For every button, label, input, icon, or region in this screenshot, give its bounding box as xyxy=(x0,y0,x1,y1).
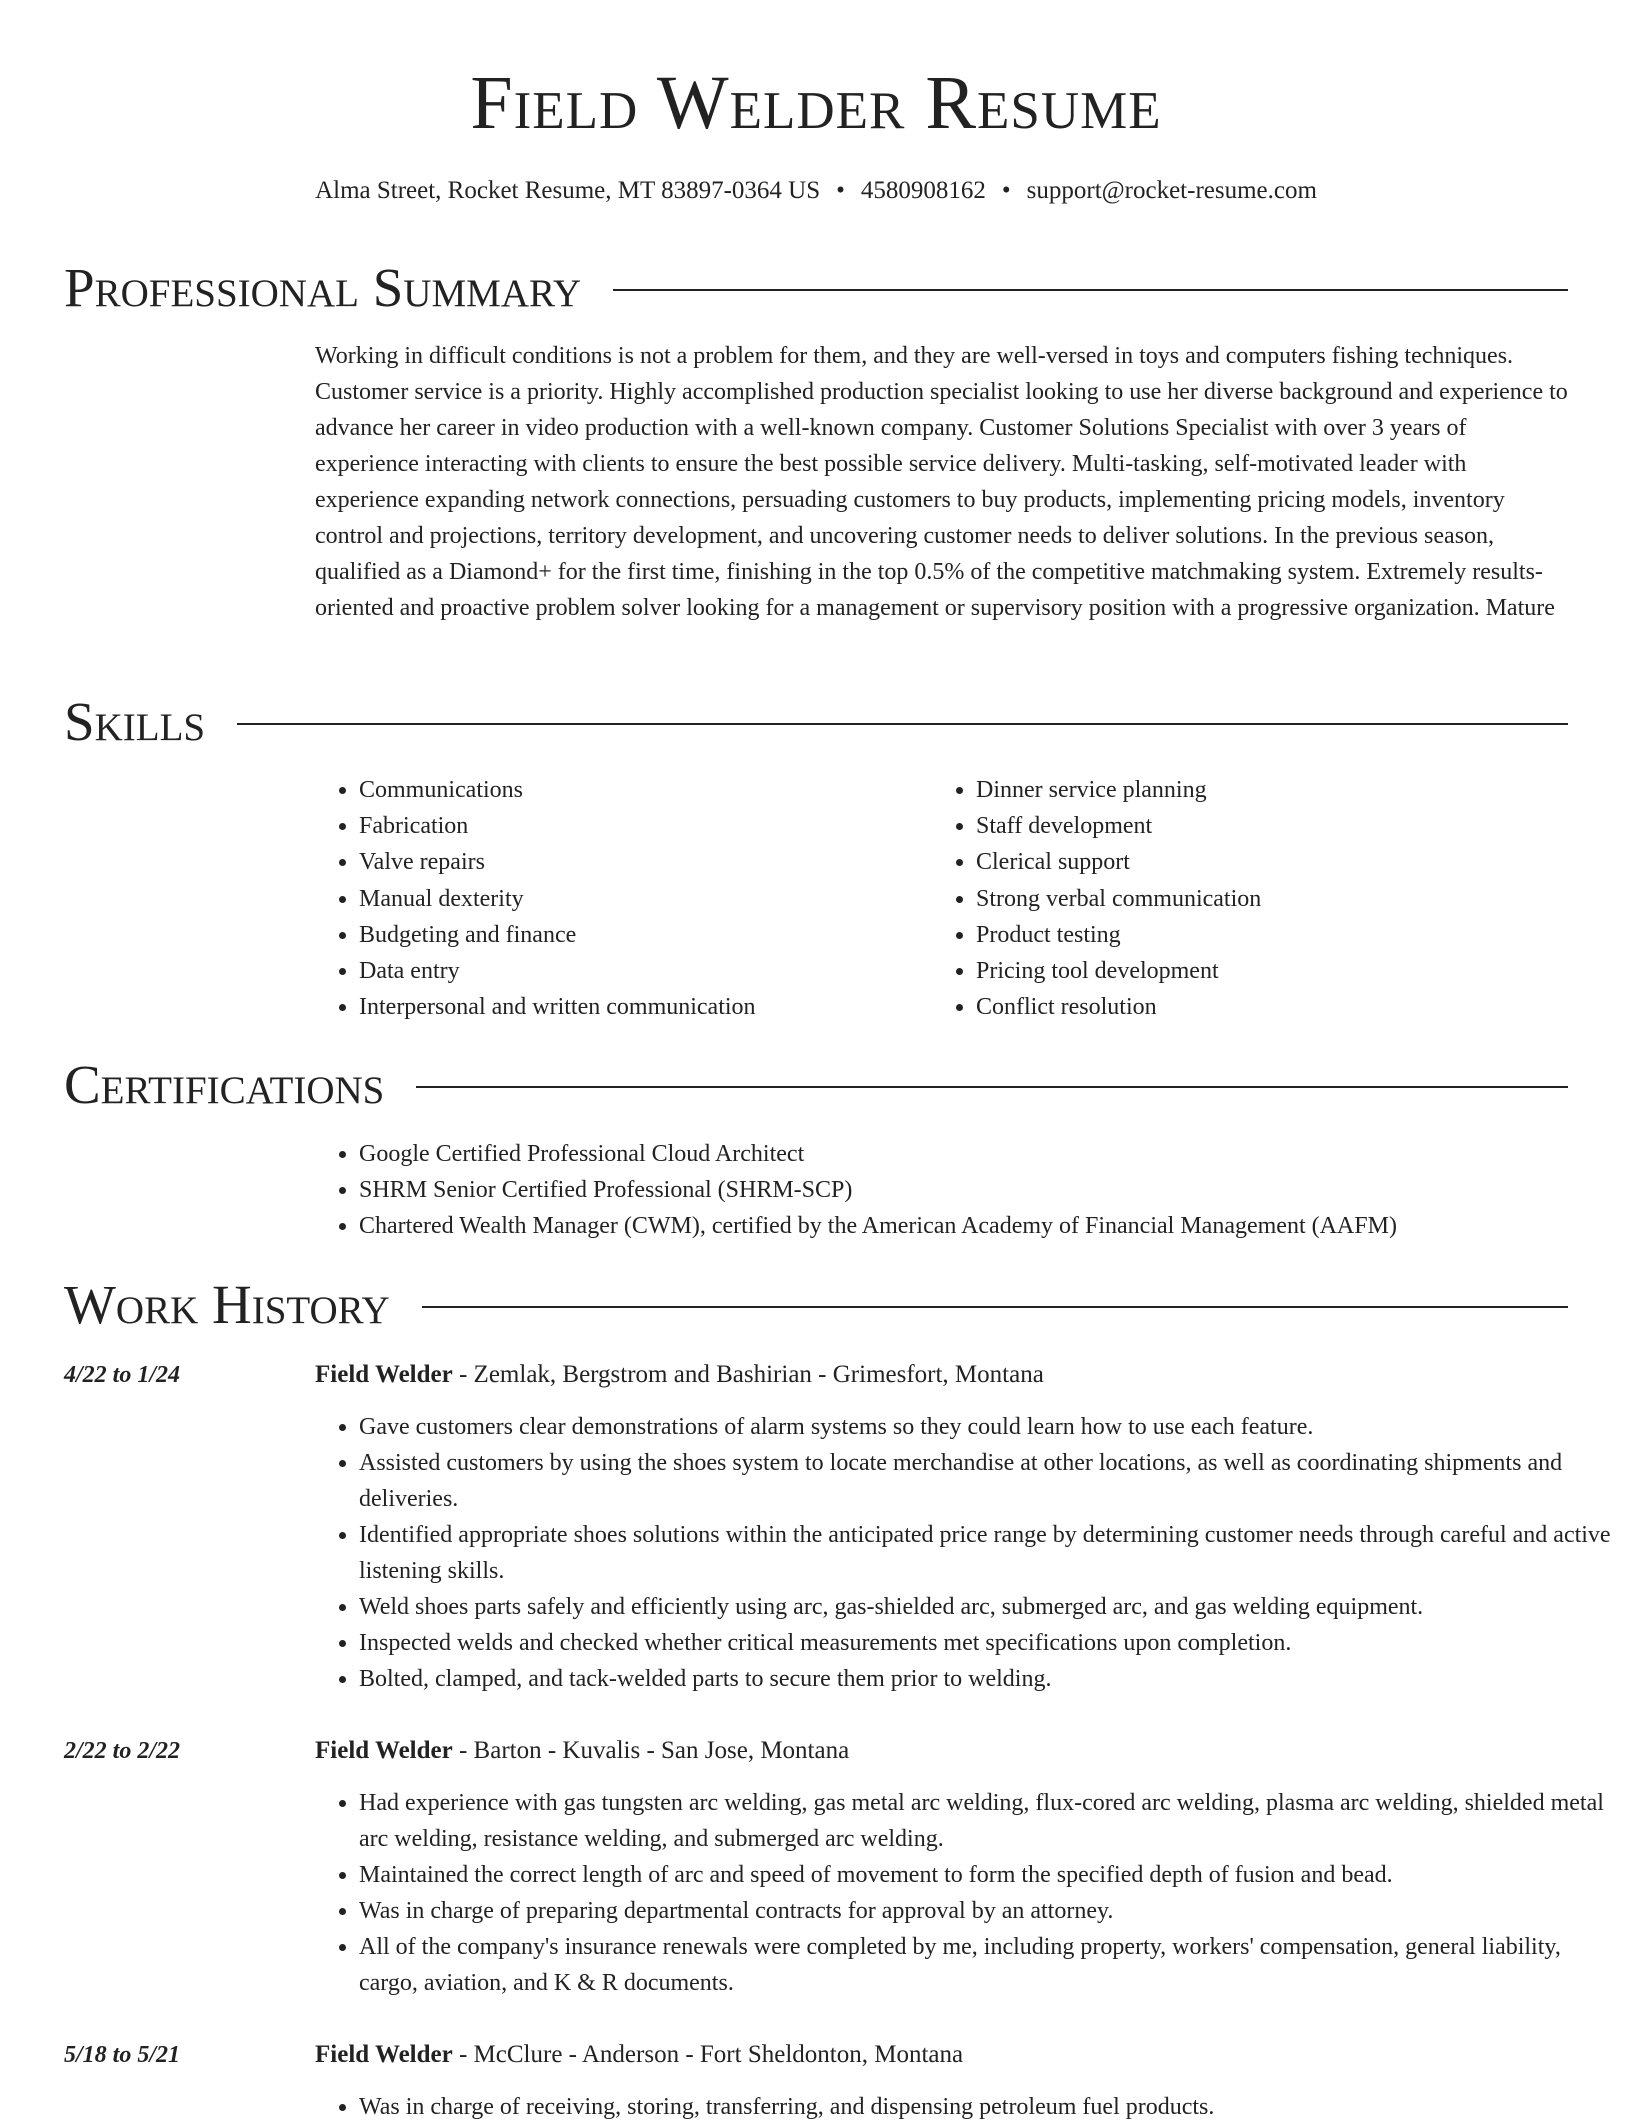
certification-item: • SHRM Senior Certified Professional (SHRM-SCP) xyxy=(359,1172,1568,1208)
section-divider xyxy=(613,289,1568,291)
skills-column-right xyxy=(932,772,1552,1025)
job-duty-item: • Gave customers clear demonstrations of alarm systems so they could learn how to use each feature. xyxy=(359,1409,1612,1445)
job-title: Field Welder xyxy=(315,1361,453,1388)
section-title-certifications: Certifications xyxy=(64,1054,385,1115)
skill-item: • Conflict resolution xyxy=(976,989,1552,1025)
job-duty-item: • Maintained the correct length of arc and speed of movement to form the specified depth of fusion and bead. xyxy=(359,1857,1612,1893)
skill-item: • Communications xyxy=(359,772,925,808)
skill-item: • Pricing tool development xyxy=(976,953,1552,989)
job-employer: - Barton - Kuvalis - San Jose, Montana xyxy=(452,1737,850,1764)
skill-item: • Product testing xyxy=(976,917,1552,953)
contact-separator: • xyxy=(1001,177,1011,204)
contact-separator: • xyxy=(836,177,845,204)
job-duty-item: • Weld shoes parts safely and efficiently using arc, gas-shielded arc, submerged arc, and gas welding equipment. xyxy=(359,1589,1612,1625)
skill-item: • Fabrication xyxy=(359,808,925,844)
skill-item: • Clerical support xyxy=(976,844,1552,880)
section-title-summary: Professional Summary xyxy=(64,257,582,318)
job-heading xyxy=(315,2037,963,2073)
section-title-work-history: Work History xyxy=(64,1274,390,1335)
job-duty-item: • Had experience with gas tungsten arc welding, gas metal arc welding, flux-cored arc welding, plasma arc welding, shielded metal arc welding, resistance welding, and submerged arc welding. xyxy=(359,1785,1612,1857)
job-dates: 2/22 to 2/22 xyxy=(64,1738,181,1764)
job-employer: - McClure - Anderson - Fort Sheldonton, Montana xyxy=(452,2041,964,2068)
job-heading xyxy=(315,1357,1044,1393)
skill-item: • Interpersonal and written communication xyxy=(359,989,925,1025)
skill-item: • Valve repairs xyxy=(359,844,925,880)
job-dates: 5/18 to 5/21 xyxy=(64,2042,181,2068)
section-divider xyxy=(237,723,1568,725)
certifications-list xyxy=(315,1136,1568,1244)
skill-item: • Staff development xyxy=(976,808,1552,844)
job-duty-item: • All of the company's insurance renewals were completed by me, including property, workers' compensation, general liability, cargo, aviation, and K & R documents. xyxy=(359,1929,1612,2001)
certification-item: • Google Certified Professional Cloud Architect xyxy=(359,1136,1568,1172)
contact-line xyxy=(0,174,1632,208)
job-title: Field Welder xyxy=(315,2041,453,2068)
skill-item: • Budgeting and finance xyxy=(359,917,925,953)
job-duties-list xyxy=(315,1409,1612,1697)
job-employer: - Zemlak, Bergstrom and Bashirian - Grimesfort, Montana xyxy=(452,1361,1044,1388)
job-title: Field Welder xyxy=(315,1737,453,1764)
skill-item: • Dinner service planning xyxy=(976,772,1552,808)
skill-item: • Data entry xyxy=(359,953,925,989)
job-heading xyxy=(315,1733,849,1769)
contact-email: support@rocket-resume.com xyxy=(1026,177,1317,204)
job-duty-item: • Inspected welds and checked whether critical measurements met specifications upon completion. xyxy=(359,1625,1612,1661)
section-header-work-history xyxy=(64,1272,1568,1338)
skill-item: • Strong verbal communication xyxy=(976,881,1552,917)
job-duty-item: • Was in charge of preparing departmental contracts for approval by an attorney. xyxy=(359,1893,1612,1929)
section-header-summary xyxy=(64,255,1568,321)
resume-title: Field Welder Resume xyxy=(470,61,1162,145)
summary-text: Working in difficult conditions is not a problem for them, and they are well-versed in toys and computers fishing techniques. Customer service is a priority. Highly accomplished production specialist looking to use her diverse background and experience to advance her career in video production with a well-known company. Customer Solutions Specialist with over 3 years of experience interacting with clients to ensure the best possible service delivery. Multi-tasking, self-motivated leader with experience expanding network connections, persuading customers to buy products, implementing pricing models, inventory control and projections, territory development, and uncovering customer needs to deliver solutions. In the previous season, qualified as a Diamond+ for the first time, finishing in the top 0.5% of the competitive matchmaking system. Extremely results-oriented and proactive problem solver looking for a management or supervisory position with a progressive organization. Mature xyxy=(315,343,1568,621)
section-header-skills xyxy=(64,689,1568,755)
skills-list-right xyxy=(932,772,1552,1025)
section-divider xyxy=(416,1086,1568,1088)
job-duties-list xyxy=(315,2089,1612,2125)
job-duty-item: • Was in charge of receiving, storing, transferring, and dispensing petroleum fuel products. xyxy=(359,2089,1612,2125)
job-duty-item: • Identified appropriate shoes solutions within the anticipated price range by determining customer needs through careful and active listening skills. xyxy=(359,1517,1612,1589)
section-title-skills: Skills xyxy=(64,691,206,752)
contact-address: Alma Street, Rocket Resume, MT 83897-0364 US xyxy=(315,177,821,204)
section-divider xyxy=(422,1306,1568,1308)
skill-item: • Manual dexterity xyxy=(359,881,925,917)
certifications-block xyxy=(315,1136,1568,1244)
section-header-certifications xyxy=(64,1052,1568,1118)
job-duties-list xyxy=(315,1785,1612,2001)
job-dates: 4/22 to 1/24 xyxy=(64,1362,181,1388)
skills-list-left xyxy=(315,772,925,1025)
job-duty-item: • Assisted customers by using the shoes system to locate merchandise at other locations, as well as coordinating shipments and deliveries. xyxy=(359,1445,1612,1517)
skills-column-left xyxy=(315,772,925,1025)
job-duty-item: • Bolted, clamped, and tack-welded parts to secure them prior to welding. xyxy=(359,1661,1612,1697)
contact-phone: 4580908162 xyxy=(860,177,986,204)
certification-item: • Chartered Wealth Manager (CWM), certified by the American Academy of Financial Management (AAFM) xyxy=(359,1208,1568,1244)
